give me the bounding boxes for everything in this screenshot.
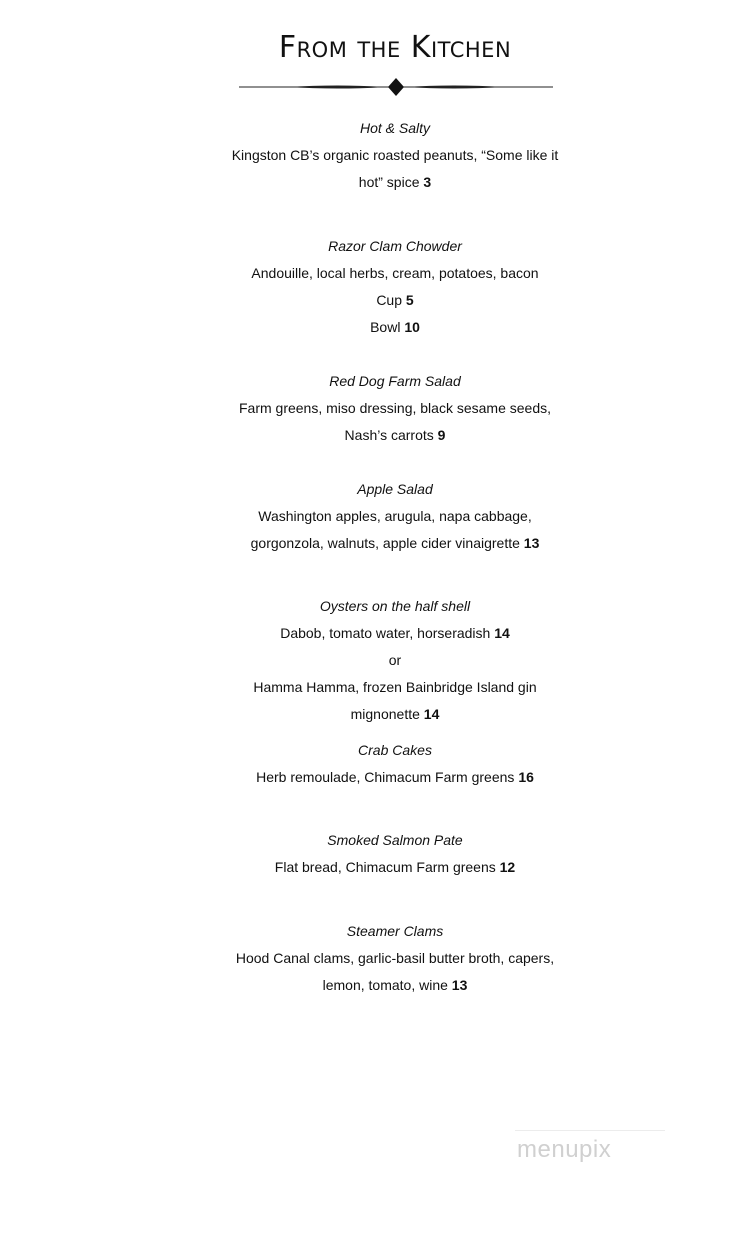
item-price: 16 xyxy=(518,769,534,785)
item-name: Hot & Salty xyxy=(359,120,431,136)
item-price: 10 xyxy=(404,319,420,335)
item-price: 9 xyxy=(437,427,446,443)
menu-item-crab-cakes xyxy=(0,737,750,791)
menu-item-razor-clam-chowder xyxy=(0,233,750,341)
watermark-rule xyxy=(515,1130,665,1131)
item-name: Razor Clam Chowder xyxy=(328,238,462,254)
menu-item-steamer-clams xyxy=(0,918,750,999)
item-description: lemon, tomato, wine 13 xyxy=(322,977,468,993)
menupix-watermark xyxy=(515,1130,665,1174)
item-description: Flat bread, Chimacum Farm greens 12 xyxy=(274,859,516,875)
item-price: 13 xyxy=(451,977,468,993)
menu-item-smoked-salmon-pate xyxy=(0,827,750,881)
item-price: 14 xyxy=(494,625,510,641)
item-price: 13 xyxy=(523,535,540,551)
item-description: Andouille, local herbs, cream, potatoes, bacon xyxy=(251,265,539,281)
item-description: Farm greens, miso dressing, black sesame seeds, xyxy=(238,400,551,416)
page-title: From the Kitchen xyxy=(278,30,512,65)
item-description: or xyxy=(388,652,402,668)
item-description: gorgonzola, walnuts, apple cider vinaigrette 13 xyxy=(250,535,540,551)
item-price: 14 xyxy=(423,706,440,722)
item-name: Steamer Clams xyxy=(346,923,444,939)
item-description: Hamma Hamma, frozen Bainbridge Island gin xyxy=(253,679,537,695)
watermark-text: menupix xyxy=(517,1136,612,1163)
item-description: hot” spice 3 xyxy=(358,174,432,190)
item-description: Kingston CB’s organic roasted peanuts, “Some like it xyxy=(231,147,559,163)
item-price: 12 xyxy=(499,859,516,875)
item-description: Hood Canal clams, garlic-basil butter broth, capers, xyxy=(235,950,555,966)
item-description: Cup 5 xyxy=(376,292,414,308)
item-description: Bowl 10 xyxy=(370,319,420,335)
menu-item-apple-salad xyxy=(0,476,750,557)
ornamental-divider xyxy=(239,76,553,98)
item-description: Dabob, tomato water, horseradish 14 xyxy=(280,625,510,641)
item-name: Crab Cakes xyxy=(358,742,432,758)
item-description: Herb remoulade, Chimacum Farm greens 16 xyxy=(256,769,534,785)
item-description: Washington apples, arugula, napa cabbage, xyxy=(258,508,532,524)
item-price: 5 xyxy=(405,292,414,308)
item-description: mignonette 14 xyxy=(350,706,440,722)
menu-item-oysters xyxy=(0,593,750,728)
item-description: Nash’s carrots 9 xyxy=(344,427,446,443)
menu-item-red-dog-farm-salad xyxy=(0,368,750,449)
item-name: Red Dog Farm Salad xyxy=(329,373,461,389)
menu-item-hot-and-salty xyxy=(0,115,750,196)
item-name: Oysters on the half shell xyxy=(319,598,471,614)
item-name: Apple Salad xyxy=(357,481,433,497)
item-price: 3 xyxy=(423,174,432,190)
item-name: Smoked Salmon Pate xyxy=(327,832,463,848)
